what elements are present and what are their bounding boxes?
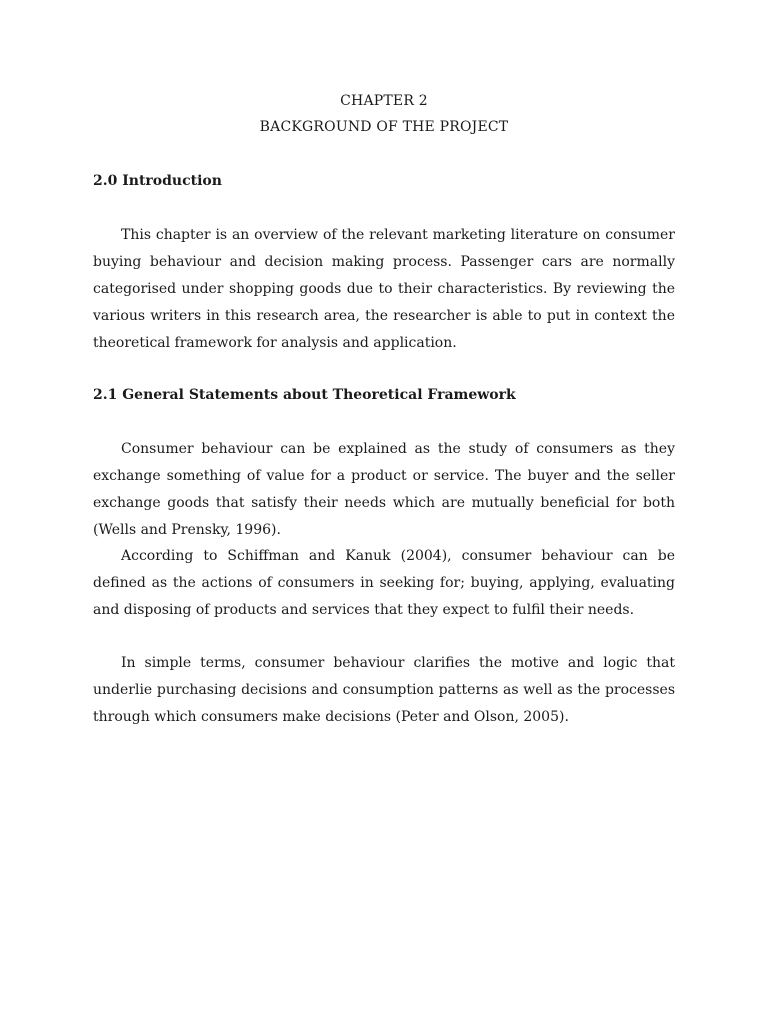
framework-paragraph-1: Consumer behaviour can be explained as the study of consumers as they exchange something of value for a product or service. The buyer and the seller exchange goods that satisfy their needs which are mutually beneficial for both (Wells and Prensky, 1996). bbox=[93, 441, 675, 538]
introduction-paragraph: This chapter is an overview of the relevant marketing literature on consumer buying behaviour and decision making process. Passenger cars are normally categorised under shopping goods due to their characteristics. By reviewing the various writers in this research area, the researcher is able to put in context the theoretical framework for analysis and application. bbox=[93, 227, 675, 351]
chapter-number: CHAPTER 2 bbox=[340, 93, 428, 109]
section-heading-theoretical-framework: 2.1 General Statements about Theoretical Framework bbox=[93, 387, 516, 403]
framework-paragraph-2: According to Schiffman and Kanuk (2004), consumer behaviour can be defined as the actions of consumers in seeking for; buying, applying, evaluating and disposing of products and services that they expect to fulfil their needs. bbox=[93, 548, 675, 618]
section-heading-introduction: 2.0 Introduction bbox=[93, 173, 222, 189]
chapter-title: BACKGROUND OF THE PROJECT bbox=[259, 119, 509, 135]
framework-paragraph-3: In simple terms, consumer behaviour clarifies the motive and logic that underlie purchasing decisions and consumption patterns as well as the processes through which consumers make decisions (Peter and Olson, 2005). bbox=[93, 655, 675, 725]
